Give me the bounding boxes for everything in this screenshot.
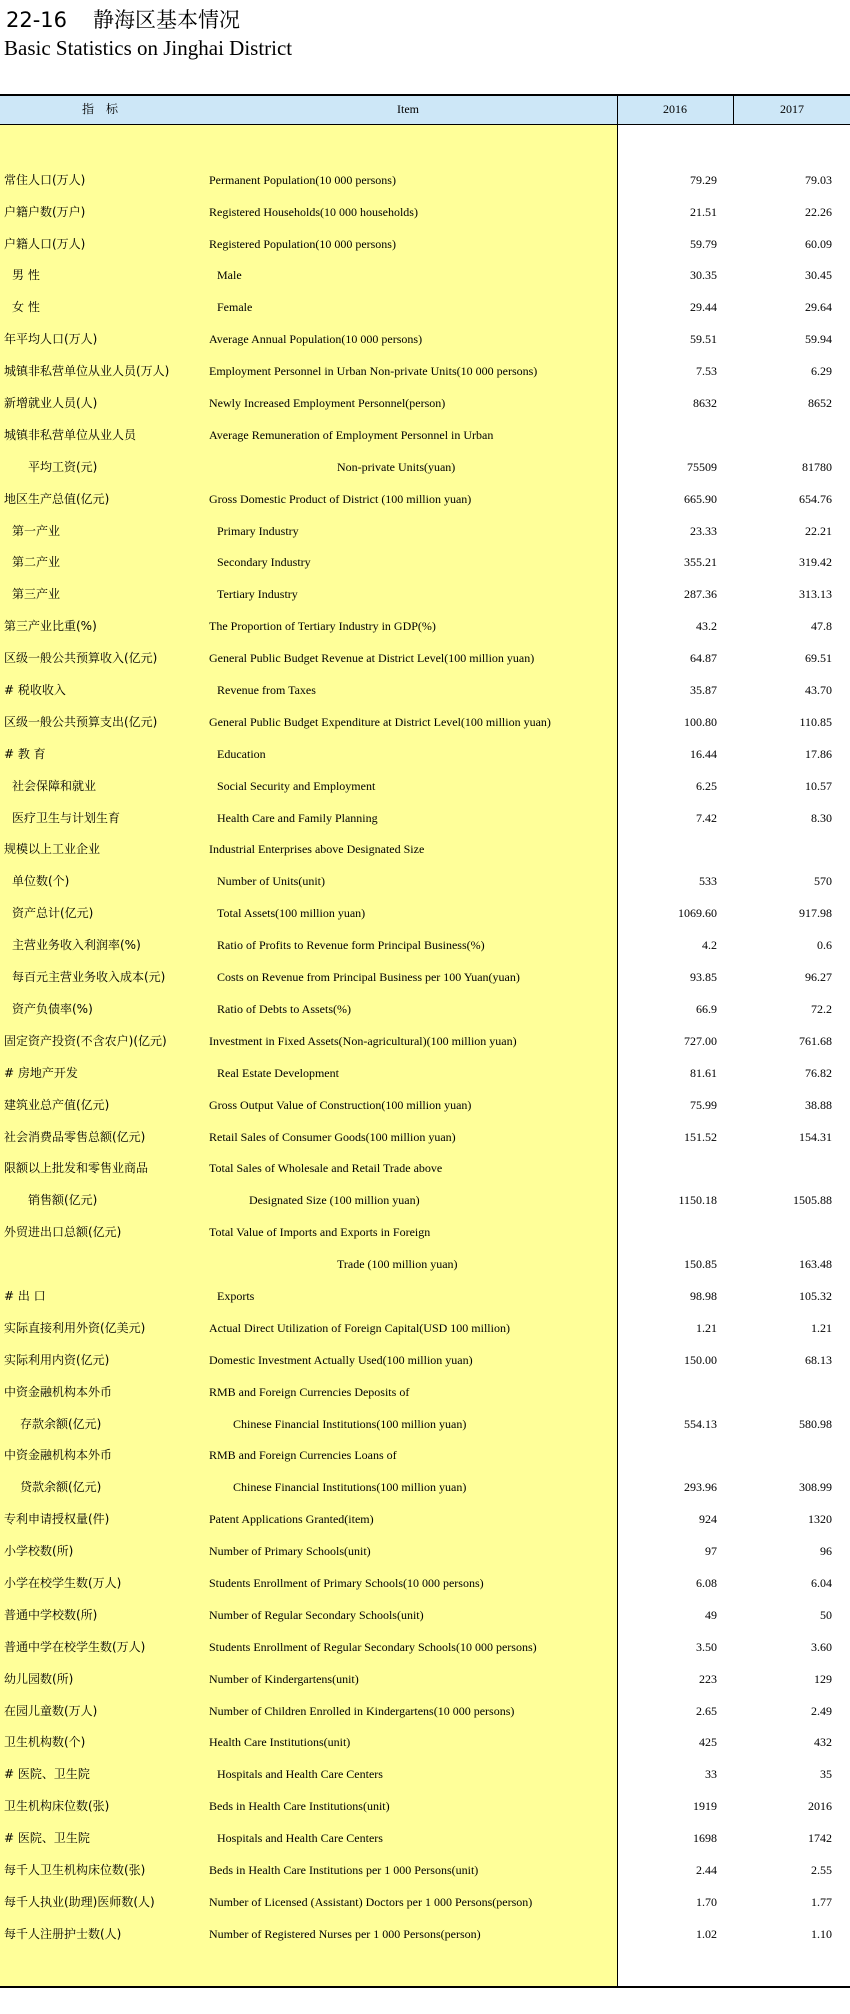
row-label-en: RMB and Foreign Currencies Deposits of bbox=[209, 1384, 410, 1399]
table-row bbox=[0, 381, 850, 413]
row-label-cn: 实际直接利用外资(亿美元) bbox=[4, 1320, 146, 1335]
row-label-cn: 每千人卫生机构床位数(张) bbox=[4, 1862, 146, 1877]
value-2016: 59.51 bbox=[690, 332, 717, 347]
row-label-en: Ratio of Profits to Revenue form Principal Business(%) bbox=[217, 938, 485, 953]
row-label-cn: # 教 育 bbox=[4, 746, 46, 761]
row-label-cn: 常住人口(万人) bbox=[4, 172, 86, 187]
row-label-cn: 城镇非私营单位从业人员 bbox=[4, 427, 137, 442]
value-2016: 49 bbox=[705, 1607, 717, 1622]
value-2016: 97 bbox=[705, 1544, 717, 1559]
value-2016: 1069.60 bbox=[678, 906, 717, 921]
table-row bbox=[0, 1242, 850, 1274]
value-2016: 29.44 bbox=[690, 300, 717, 315]
row-label-cn: 小学在校学生数(万人) bbox=[4, 1575, 122, 1590]
row-label-cn: 小学校数(所) bbox=[4, 1544, 74, 1559]
value-2016: 533 bbox=[699, 874, 717, 889]
table-row bbox=[0, 1529, 850, 1561]
row-label-en: Exports bbox=[217, 1288, 255, 1303]
row-label-cn: 第二产业 bbox=[12, 555, 61, 570]
table-row bbox=[0, 955, 850, 987]
row-label-en: Revenue from Taxes bbox=[217, 683, 316, 698]
row-label-cn: 户籍户数(万户) bbox=[4, 204, 86, 219]
row-label-en: Social Security and Employment bbox=[217, 778, 376, 793]
table-row bbox=[0, 1210, 850, 1242]
value-2016: 21.51 bbox=[690, 204, 717, 219]
page-title-en: Basic Statistics on Jinghai District bbox=[4, 36, 293, 60]
row-label-cn: 建筑业总产值(亿元) bbox=[4, 1097, 110, 1112]
value-2016: 3.50 bbox=[696, 1639, 717, 1654]
row-label-en: Health Care Institutions(unit) bbox=[209, 1735, 351, 1750]
value-2017: 8652 bbox=[808, 396, 832, 411]
value-2016: 150.85 bbox=[684, 1257, 717, 1272]
value-2016: 150.00 bbox=[684, 1352, 717, 1367]
row-label-en: Gross Domestic Product of District (100 million yuan) bbox=[209, 491, 472, 506]
value-2016: 924 bbox=[699, 1512, 717, 1527]
value-2016: 6.25 bbox=[696, 778, 717, 793]
page-title-cn bbox=[6, 4, 240, 34]
table-row bbox=[0, 1402, 850, 1434]
table-row bbox=[0, 413, 850, 445]
value-2017: 313.13 bbox=[799, 587, 832, 602]
header-indicator-cn: 指 标 bbox=[81, 102, 119, 116]
value-2017: 1.21 bbox=[811, 1320, 832, 1335]
value-2017: 29.64 bbox=[805, 300, 832, 315]
row-label-cn: 中资金融机构本外币 bbox=[4, 1384, 113, 1399]
row-label-en: Health Care and Family Planning bbox=[217, 810, 378, 825]
table-row bbox=[0, 1689, 850, 1721]
row-label-en: Real Estate Development bbox=[217, 1065, 339, 1080]
table-row bbox=[0, 1784, 850, 1816]
table-row bbox=[0, 126, 850, 158]
row-label-en: Students Enrollment of Regular Secondary Schools(10 000 persons) bbox=[209, 1639, 537, 1654]
table-title-cn: 静海区基本情况 bbox=[93, 8, 241, 32]
row-label-cn: 幼儿园数(所) bbox=[4, 1671, 74, 1686]
value-2016: 151.52 bbox=[684, 1129, 717, 1144]
table-row bbox=[0, 700, 850, 732]
value-2016: 64.87 bbox=[690, 651, 717, 666]
table-row bbox=[0, 1370, 850, 1402]
row-label-cn: 第三产业比重(%) bbox=[4, 619, 97, 634]
value-2016: 30.35 bbox=[690, 268, 717, 283]
row-label-cn: 外贸进出口总额(亿元) bbox=[4, 1225, 122, 1240]
row-label-cn: 资产总计(亿元) bbox=[12, 906, 94, 921]
table-row bbox=[0, 1051, 850, 1083]
table-row bbox=[0, 1465, 850, 1497]
value-2017: 308.99 bbox=[799, 1480, 832, 1495]
row-label-en: Number of Children Enrolled in Kindergartens(10 000 persons) bbox=[209, 1703, 515, 1718]
row-label-en: Patent Applications Granted(item) bbox=[209, 1512, 374, 1527]
row-label-en: Hospitals and Health Care Centers bbox=[217, 1767, 383, 1782]
row-label-en: Non-private Units(yuan) bbox=[337, 459, 456, 474]
row-label-en: Number of Units(unit) bbox=[217, 874, 325, 889]
row-label-cn: 区级一般公共预算支出(亿元) bbox=[4, 714, 158, 729]
value-2017: 10.57 bbox=[805, 778, 832, 793]
table-row bbox=[0, 636, 850, 668]
row-label-cn: 男 性 bbox=[12, 268, 40, 283]
table-row bbox=[0, 1912, 850, 1944]
value-2016: 554.13 bbox=[684, 1416, 717, 1431]
row-label-en: Beds in Health Care Institutions per 1 000 Persons(unit) bbox=[209, 1862, 479, 1877]
value-2017: 1.10 bbox=[811, 1926, 832, 1941]
row-label-en: Chinese Financial Institutions(100 million yuan) bbox=[233, 1480, 467, 1495]
table-row bbox=[0, 1880, 850, 1912]
value-2017: 22.26 bbox=[805, 204, 832, 219]
table-row bbox=[0, 477, 850, 509]
table-row bbox=[0, 1752, 850, 1784]
row-label-en: RMB and Foreign Currencies Loans of bbox=[209, 1448, 397, 1463]
value-2017: 1742 bbox=[808, 1831, 832, 1846]
value-2016: 425 bbox=[699, 1735, 717, 1750]
table-number: 22-16 bbox=[6, 8, 68, 32]
row-label-en: Average Annual Population(10 000 persons) bbox=[209, 332, 423, 347]
table-row bbox=[0, 222, 850, 254]
row-label-en: Hospitals and Health Care Centers bbox=[217, 1831, 383, 1846]
value-2016: 59.79 bbox=[690, 236, 717, 251]
value-2016: 35.87 bbox=[690, 683, 717, 698]
value-2016: 2.44 bbox=[696, 1862, 717, 1877]
row-label-cn: 在园儿童数(万人) bbox=[4, 1703, 98, 1718]
value-2016: 23.33 bbox=[690, 523, 717, 538]
row-label-en: Tertiary Industry bbox=[217, 587, 298, 602]
value-2017: 570 bbox=[814, 874, 832, 889]
row-label-cn: 每千人注册护士数(人) bbox=[4, 1926, 122, 1941]
table-body bbox=[0, 126, 850, 1944]
table-bottom-border bbox=[0, 1986, 850, 1988]
table-row bbox=[0, 1816, 850, 1848]
header-year-2016: 2016 bbox=[663, 102, 687, 116]
value-2016: 93.85 bbox=[690, 970, 717, 985]
row-label-en: Registered Households(10 000 households) bbox=[209, 204, 418, 219]
value-2016: 98.98 bbox=[690, 1288, 717, 1303]
row-label-en: Investment in Fixed Assets(Non-agricultural)(100 million yuan) bbox=[209, 1033, 517, 1048]
value-2017: 580.98 bbox=[799, 1416, 832, 1431]
table-row bbox=[0, 1593, 850, 1625]
row-label-en: Chinese Financial Institutions(100 million yuan) bbox=[233, 1416, 467, 1431]
row-label-en: Costs on Revenue from Principal Business per 100 Yuan(yuan) bbox=[217, 970, 520, 985]
row-label-en: Total Assets(100 million yuan) bbox=[217, 906, 366, 921]
value-2016: 75509 bbox=[687, 459, 717, 474]
value-2016: 7.42 bbox=[696, 810, 717, 825]
table-header-year2 bbox=[734, 94, 850, 124]
table-row bbox=[0, 1625, 850, 1657]
value-2017: 110.85 bbox=[799, 714, 832, 729]
value-2017: 654.76 bbox=[799, 491, 832, 506]
table-row bbox=[0, 541, 850, 573]
row-label-cn: 区级一般公共预算收入(亿元) bbox=[4, 651, 158, 666]
row-label-en: Students Enrollment of Primary Schools(10 000 persons) bbox=[209, 1575, 484, 1590]
row-label-en: Actual Direct Utilization of Foreign Capital(USD 100 million) bbox=[209, 1320, 510, 1335]
row-label-cn: 贷款余额(亿元) bbox=[20, 1480, 102, 1495]
value-2016: 1.02 bbox=[696, 1926, 717, 1941]
value-2017: 8.30 bbox=[811, 810, 832, 825]
value-2017: 154.31 bbox=[799, 1129, 832, 1144]
row-label-en: Number of Kindergartens(unit) bbox=[209, 1671, 359, 1686]
value-2017: 17.86 bbox=[805, 746, 832, 761]
value-2016: 665.90 bbox=[684, 491, 717, 506]
value-2016: 1150.18 bbox=[678, 1193, 717, 1208]
value-2017: 47.8 bbox=[811, 619, 832, 634]
row-label-cn: 普通中学校数(所) bbox=[4, 1607, 98, 1622]
row-label-cn: # 房地产开发 bbox=[4, 1065, 78, 1080]
row-label-en: General Public Budget Revenue at District Level(100 million yuan) bbox=[209, 651, 535, 666]
table-row bbox=[0, 796, 850, 828]
table-row bbox=[0, 1083, 850, 1115]
header-bottom-border bbox=[0, 124, 850, 125]
row-label-cn: 地区生产总值(亿元) bbox=[4, 491, 110, 506]
table-row bbox=[0, 509, 850, 541]
table-row bbox=[0, 190, 850, 222]
table-row bbox=[0, 1178, 850, 1210]
value-2016: 2.65 bbox=[696, 1703, 717, 1718]
row-label-cn: 专利申请授权量(件) bbox=[4, 1512, 110, 1527]
row-label-cn: 单位数(个) bbox=[12, 874, 70, 889]
table-row bbox=[0, 572, 850, 604]
value-2017: 105.32 bbox=[799, 1288, 832, 1303]
value-2016: 100.80 bbox=[684, 714, 717, 729]
table-row bbox=[0, 445, 850, 477]
row-label-en: General Public Budget Expenditure at District Level(100 million yuan) bbox=[209, 714, 551, 729]
row-label-en: Average Remuneration of Employment Personnel in Urban bbox=[209, 427, 494, 442]
value-2017: 129 bbox=[814, 1671, 832, 1686]
table-row bbox=[0, 891, 850, 923]
value-2016: 7.53 bbox=[696, 364, 717, 379]
value-2016: 287.36 bbox=[684, 587, 717, 602]
row-label-en: Number of Regular Secondary Schools(unit) bbox=[209, 1607, 424, 1622]
table-row bbox=[0, 764, 850, 796]
row-label-cn: 年平均人口(万人) bbox=[4, 332, 98, 347]
row-label-cn: 普通中学在校学生数(万人) bbox=[4, 1639, 146, 1654]
table-row bbox=[0, 1497, 850, 1529]
value-2017: 81780 bbox=[802, 459, 832, 474]
table-row bbox=[0, 1434, 850, 1466]
value-2016: 1.70 bbox=[696, 1894, 717, 1909]
table-row bbox=[0, 254, 850, 286]
value-2017: 50 bbox=[820, 1607, 832, 1622]
row-label-en: Ratio of Debts to Assets(%) bbox=[217, 1001, 351, 1016]
row-label-cn: 主营业务收入利润率(%) bbox=[12, 938, 141, 953]
value-2016: 16.44 bbox=[690, 746, 717, 761]
value-2017: 319.42 bbox=[799, 555, 832, 570]
value-2017: 79.03 bbox=[805, 172, 832, 187]
table-row bbox=[0, 1115, 850, 1147]
row-label-cn: 每百元主营业务收入成本(元) bbox=[12, 970, 166, 985]
row-label-cn: 医疗卫生与计划生育 bbox=[12, 810, 121, 825]
value-2017: 761.68 bbox=[799, 1033, 832, 1048]
value-2017: 38.88 bbox=[805, 1097, 832, 1112]
table-row bbox=[0, 732, 850, 764]
value-2017: 1320 bbox=[808, 1512, 832, 1527]
row-label-en: Male bbox=[217, 268, 242, 283]
value-2016: 6.08 bbox=[696, 1575, 717, 1590]
row-label-cn: 卫生机构数(个) bbox=[4, 1735, 86, 1750]
row-label-cn: 销售额(亿元) bbox=[28, 1193, 98, 1208]
row-label-cn: 户籍人口(万人) bbox=[4, 236, 86, 251]
value-2017: 22.21 bbox=[805, 523, 832, 538]
value-2016: 1919 bbox=[693, 1799, 717, 1814]
table-header-item bbox=[0, 94, 617, 124]
value-2016: 33 bbox=[705, 1767, 717, 1782]
value-2016: 81.61 bbox=[690, 1065, 717, 1080]
value-2017: 69.51 bbox=[805, 651, 832, 666]
value-2016: 1.21 bbox=[696, 1320, 717, 1335]
table-top-border bbox=[0, 94, 850, 96]
value-2017: 60.09 bbox=[805, 236, 832, 251]
table-row bbox=[0, 158, 850, 190]
row-label-cn: 社会消费品零售总额(亿元) bbox=[4, 1129, 146, 1144]
table-row bbox=[0, 923, 850, 955]
row-label-cn: 第三产业 bbox=[12, 587, 61, 602]
row-label-en: Designated Size (100 million yuan) bbox=[249, 1193, 420, 1208]
value-2017: 96.27 bbox=[805, 970, 832, 985]
row-label-en: Number of Registered Nurses per 1 000 Persons(person) bbox=[209, 1926, 481, 1941]
row-label-en: Female bbox=[217, 300, 253, 315]
value-2017: 3.60 bbox=[811, 1639, 832, 1654]
table-row bbox=[0, 1721, 850, 1753]
row-label-en: Employment Personnel in Urban Non-private Units(10 000 persons) bbox=[209, 364, 538, 379]
value-2016: 8632 bbox=[693, 396, 717, 411]
value-2017: 72.2 bbox=[811, 1001, 832, 1016]
row-label-en: Number of Primary Schools(unit) bbox=[209, 1544, 371, 1559]
row-label-en: Trade (100 million yuan) bbox=[337, 1257, 458, 1272]
table-row bbox=[0, 349, 850, 381]
row-label-en: Primary Industry bbox=[217, 523, 299, 538]
value-2017: 2.55 bbox=[811, 1862, 832, 1877]
row-label-cn: 中资金融机构本外币 bbox=[4, 1448, 113, 1463]
table-row bbox=[0, 859, 850, 891]
row-label-cn: 存款余额(亿元) bbox=[20, 1416, 102, 1431]
value-2017: 35 bbox=[820, 1767, 832, 1782]
row-label-cn: # 税收收入 bbox=[4, 683, 66, 698]
value-2017: 6.04 bbox=[811, 1575, 832, 1590]
row-label-cn: 城镇非私营单位从业人员(万人) bbox=[4, 364, 170, 379]
row-label-en: Domestic Investment Actually Used(100 million yuan) bbox=[209, 1352, 473, 1367]
value-2016: 355.21 bbox=[684, 555, 717, 570]
row-label-en: Beds in Health Care Institutions(unit) bbox=[209, 1799, 390, 1814]
row-label-cn: # 医院、卫生院 bbox=[4, 1831, 90, 1846]
row-label-cn: # 医院、卫生院 bbox=[4, 1767, 90, 1782]
value-2016: 4.2 bbox=[702, 938, 717, 953]
row-label-en: Education bbox=[217, 746, 266, 761]
column-divider-2 bbox=[733, 94, 734, 125]
row-label-cn: 每千人执业(助理)医师数(人) bbox=[4, 1894, 155, 1909]
table-row bbox=[0, 317, 850, 349]
value-2016: 79.29 bbox=[690, 172, 717, 187]
row-label-cn: 资产负债率(%) bbox=[12, 1001, 93, 1016]
table-row bbox=[0, 1147, 850, 1179]
table-row bbox=[0, 1338, 850, 1370]
value-2017: 0.6 bbox=[817, 938, 832, 953]
value-2017: 432 bbox=[814, 1735, 832, 1750]
table-row bbox=[0, 1306, 850, 1338]
table-row bbox=[0, 1019, 850, 1051]
value-2017: 1505.88 bbox=[793, 1193, 832, 1208]
row-label-en: Gross Output Value of Construction(100 million yuan) bbox=[209, 1097, 472, 1112]
row-label-en: Retail Sales of Consumer Goods(100 million yuan) bbox=[209, 1129, 456, 1144]
value-2017: 917.98 bbox=[799, 906, 832, 921]
value-2017: 43.70 bbox=[805, 683, 832, 698]
row-label-cn: 新增就业人员(人) bbox=[4, 396, 98, 411]
value-2017: 68.13 bbox=[805, 1352, 832, 1367]
value-2016: 1698 bbox=[693, 1831, 717, 1846]
row-label-en: Secondary Industry bbox=[217, 555, 311, 570]
header-year-2017: 2017 bbox=[780, 102, 804, 116]
table-row bbox=[0, 285, 850, 317]
row-label-cn: 女 性 bbox=[12, 300, 40, 315]
row-label-en: Total Sales of Wholesale and Retail Trade above bbox=[209, 1161, 443, 1176]
row-label-en: The Proportion of Tertiary Industry in GDP(%) bbox=[209, 619, 436, 634]
row-label-cn: 平均工资(元) bbox=[28, 459, 98, 474]
row-label-en: Industrial Enterprises above Designated Size bbox=[209, 842, 425, 857]
statistics-table bbox=[0, 94, 850, 1988]
table-row bbox=[0, 1848, 850, 1880]
header-item-en: Item bbox=[397, 102, 419, 116]
row-label-en: Permanent Population(10 000 persons) bbox=[209, 172, 396, 187]
table-header-year1 bbox=[618, 94, 733, 124]
row-label-cn: 规模以上工业企业 bbox=[4, 842, 101, 857]
value-2017: 163.48 bbox=[799, 1257, 832, 1272]
row-label-cn: 社会保障和就业 bbox=[12, 778, 97, 793]
table-row bbox=[0, 668, 850, 700]
row-label-cn: 实际利用内资(亿元) bbox=[4, 1352, 110, 1367]
row-label-cn: 限额以上批发和零售业商品 bbox=[4, 1161, 149, 1176]
value-2017: 76.82 bbox=[805, 1065, 832, 1080]
table-row bbox=[0, 828, 850, 860]
table-row bbox=[0, 1657, 850, 1689]
row-label-en: Registered Population(10 000 persons) bbox=[209, 236, 396, 251]
value-2017: 30.45 bbox=[805, 268, 832, 283]
table-row bbox=[0, 1274, 850, 1306]
row-label-en: Number of Licensed (Assistant) Doctors per 1 000 Persons(person) bbox=[209, 1894, 533, 1909]
row-label-cn: 卫生机构床位数(张) bbox=[4, 1799, 110, 1814]
value-2017: 1.77 bbox=[811, 1894, 832, 1909]
value-2017: 2.49 bbox=[811, 1703, 832, 1718]
value-2016: 75.99 bbox=[690, 1097, 717, 1112]
value-2016: 43.2 bbox=[696, 619, 717, 634]
row-label-en: Newly Increased Employment Personnel(person) bbox=[209, 396, 446, 411]
value-2016: 727.00 bbox=[684, 1033, 717, 1048]
value-2017: 96 bbox=[820, 1544, 832, 1559]
value-2017: 2016 bbox=[808, 1799, 832, 1814]
table-row bbox=[0, 1561, 850, 1593]
row-label-cn: 第一产业 bbox=[12, 523, 61, 538]
value-2017: 59.94 bbox=[805, 332, 832, 347]
value-2016: 223 bbox=[699, 1671, 717, 1686]
value-2017: 6.29 bbox=[811, 364, 832, 379]
row-label-cn: 固定资产投资(不含农户)(亿元) bbox=[4, 1033, 167, 1048]
table-row bbox=[0, 604, 850, 636]
table-row bbox=[0, 987, 850, 1019]
row-label-en: Total Value of Imports and Exports in Foreign bbox=[209, 1225, 431, 1240]
value-2016: 293.96 bbox=[684, 1480, 717, 1495]
value-2016: 66.9 bbox=[696, 1001, 717, 1016]
row-label-cn: # 出 口 bbox=[4, 1288, 46, 1303]
